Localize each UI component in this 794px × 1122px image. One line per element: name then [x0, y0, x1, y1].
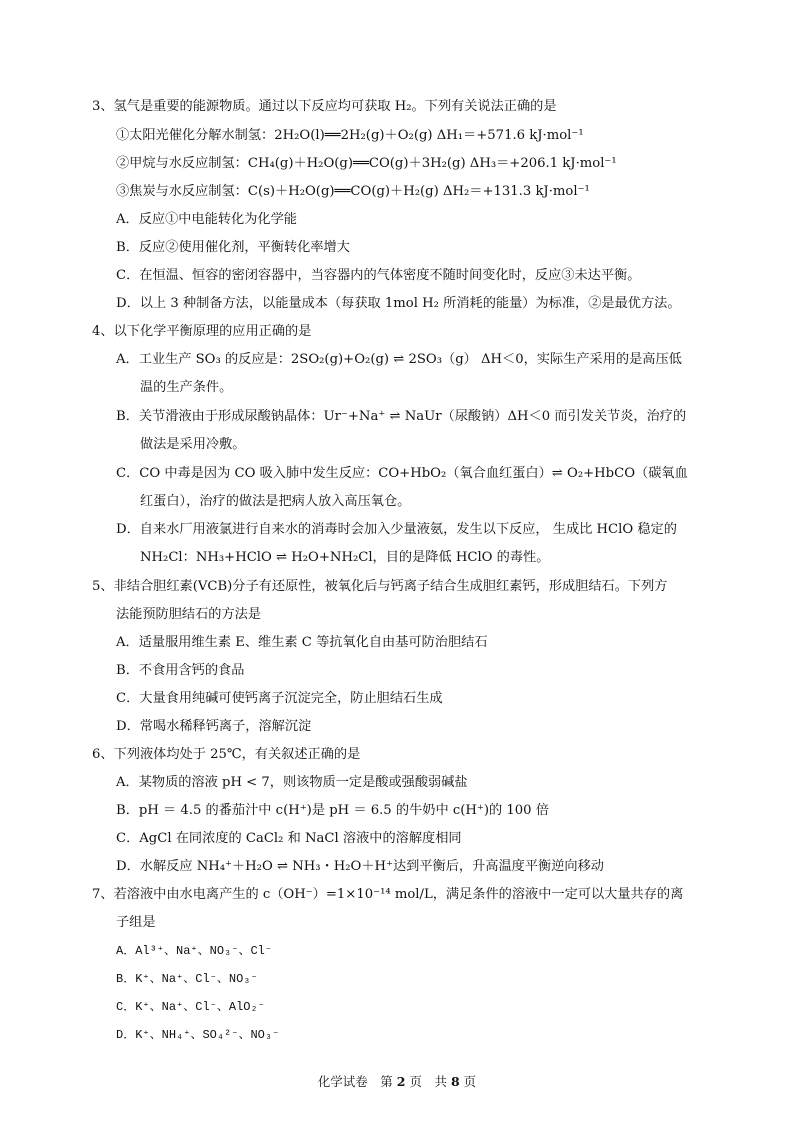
question-5-option-c: C．大量食用纯碱可使钙离子沉淀完全，防止胆结石生成 [116, 691, 443, 706]
question-6-option-d: D．水解反应 NH₄⁺＋H₂O ⇌ NH₃・H₂O＋H⁺达到平衡后，升高温度平衡逆向移动 [116, 859, 604, 874]
question-4-option-b: B．关节滑液由于形成尿酸钠晶体：Ur⁻+Na⁺ ⇌ NaUr（尿酸钠）ΔH＜0 而引发关节炎，治疗的 [116, 409, 687, 424]
question-7-option-c: C．K⁺、Na⁺、Cl⁻、AlO₂⁻ [116, 1000, 265, 1014]
footer-prefix: 化学试卷 第 [317, 1074, 393, 1089]
question-4-option-b-cont: 做法是采用冷敷。 [140, 437, 246, 452]
question-5-option-a: A．适量服用维生素 E、维生素 C 等抗氧化自由基可防治胆结石 [116, 635, 488, 650]
question-3-option-c: C．在恒温、恒容的密闭容器中，当容器内的气体密度不随时间变化时，反应③未达平衡。 [116, 268, 641, 283]
question-6-stem: 6、下列液体均处于 25℃，有关叙述正确的是 [92, 747, 361, 762]
question-3-stem: 3、氢气是重要的能源物质。通过以下反应均可获取 H₂。下列有关说法正确的是 [92, 99, 557, 114]
question-3-reaction-3: ③焦炭与水反应制氢：C(s)＋H₂O(g)══CO(g)＋H₂(g) ΔH₂＝+131.3 kJ·mol⁻¹ [116, 184, 590, 199]
question-4-option-c-cont: 红蛋白），治疗的做法是把病人放入高压氧仓。 [140, 494, 411, 509]
question-4-option-c: C．CO 中毒是因为 CO 吸入肺中发生反应：CO+HbO₂（氧合血红蛋白）⇌ O₂+HbCO（碳氧血 [116, 466, 688, 481]
question-7-option-a: A．Al³⁺、Na⁺、NO₃⁻、Cl⁻ [116, 944, 273, 958]
question-7-option-b: B．K⁺、Na⁺、Cl⁻、NO₃⁻ [116, 972, 258, 986]
question-4-option-a: A．工业生产 SO₃ 的反应是：2SO₂(g)+O₂(g) ⇌ 2SO₃（g） ΔH＜0，实际生产采用的是高压低 [116, 352, 682, 367]
footer-middle: 页 共 [409, 1074, 447, 1089]
question-7-stem: 7、若溶液中由水电离产生的 c（OH⁻）=1×10⁻¹⁴ mol/L，满足条件的溶液中一定可以大量共存的离 [92, 887, 684, 902]
question-5-stem: 5、非结合胆红素(VCB)分子有还原性，被氧化后与钙离子结合生成胆红素钙，形成胆结石。下列方 [92, 579, 668, 594]
question-5-stem-cont: 法能预防胆结石的方法是 [116, 607, 262, 622]
question-5-option-d: D．常喝水稀释钙离子，溶解沉淀 [116, 719, 312, 734]
question-5-option-b: B．不食用含钙的食品 [116, 663, 245, 678]
footer-suffix: 页 [463, 1074, 477, 1089]
question-3-reaction-2: ②甲烷与水反应制氢：CH₄(g)＋H₂O(g)══CO(g)＋3H₂(g) ΔH₃＝+206.1 kJ·mol⁻¹ [116, 156, 617, 171]
question-7-stem-cont: 子组是 [116, 915, 156, 930]
question-3-option-b: B．反应②使用催化剂，平衡转化率增大 [116, 240, 350, 255]
question-6-option-b: B．pH ＝ 4.5 的番茄汁中 c(H⁺)是 pH ＝ 6.5 的牛奶中 c(H⁺)的 100 倍 [116, 803, 549, 818]
question-3-option-a: A．反应①中电能转化为化学能 [116, 212, 297, 227]
question-6-option-a: A．某物质的溶液 pH < 7，则该物质一定是酸或强酸弱碱盐 [116, 775, 468, 790]
question-3-option-d: D．以上 3 种制备方法，以能量成本（每获取 1mol H₂ 所消耗的能量）为标准，②是最优方法。 [116, 296, 681, 311]
question-4-option-d: D．自来水厂用液氯进行自来水的消毒时会加入少量液氨，发生以下反应， 生成比 HClO 稳定的 [116, 522, 677, 537]
footer-page-number: 2 [396, 1074, 406, 1089]
footer-total-pages: 8 [450, 1074, 460, 1089]
page-footer [0, 1072, 794, 1090]
question-4-option-a-cont: 温的生产条件。 [140, 380, 233, 395]
question-4-stem: 4、以下化学平衡原理的应用正确的是 [92, 324, 312, 339]
question-7-option-d: D．K⁺、NH₄⁺、SO₄²⁻、NO₃⁻ [116, 1028, 280, 1042]
question-6-option-c: C．AgCl 在同浓度的 CaCl₂ 和 NaCl 溶液中的溶解度相同 [116, 831, 462, 846]
question-3-reaction-1: ①太阳光催化分解水制氢：2H₂O(l)══2H₂(g)＋O₂(g) ΔH₁＝+571.6 kJ·mol⁻¹ [116, 128, 584, 143]
question-4-option-d-cont: NH₂Cl：NH₃+HClO ⇌ H₂O+NH₂Cl，目的是降低 HClO 的毒性。 [140, 550, 550, 565]
